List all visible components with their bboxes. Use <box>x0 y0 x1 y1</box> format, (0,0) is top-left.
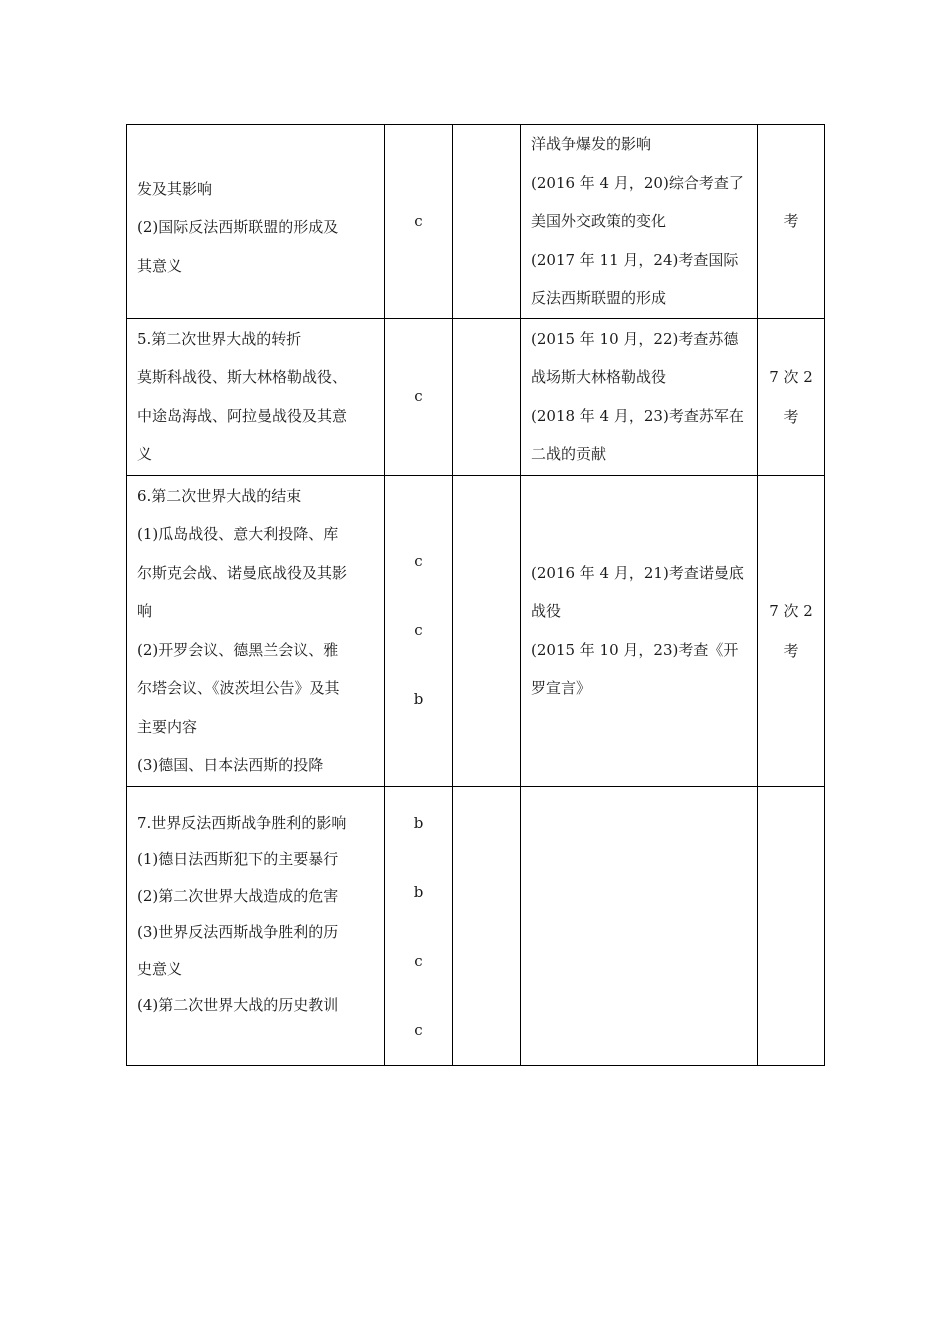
exam-line: (2015 年 10 月，23)考查《开 <box>531 640 739 659</box>
knowledge-line: 尔斯克会战、诺曼底战役及其影 <box>137 563 348 582</box>
knowledge-line: (4)第二次世界大战的历史教训 <box>137 996 339 1014</box>
requirement-level-cell <box>385 786 453 1065</box>
knowledge-line: (1)德日法西斯犯下的主要暴行 <box>137 850 339 868</box>
level-value: b <box>413 813 424 832</box>
knowledge-line: (3)世界反法西斯战争胜利的历 <box>137 923 339 941</box>
knowledge-line: 莫斯科战役、斯大林格勒战役、 <box>137 368 348 386</box>
table-row <box>127 786 825 1065</box>
knowledge-point-cell <box>127 318 385 475</box>
exam-line: 罗宣言》 <box>531 679 592 697</box>
exam-history-cell <box>521 125 758 319</box>
knowledge-line: (2)开罗会议、德黑兰会议、雅 <box>137 640 339 659</box>
knowledge-line: 主要内容 <box>137 717 198 736</box>
exam-line: (2015 年 10 月，22)考查苏德 <box>531 329 739 348</box>
exam-line: (2016 年 4 月，21)考查诺曼底 <box>531 563 744 582</box>
exam-history-cell <box>521 318 758 475</box>
exam-line: 战役 <box>531 602 562 620</box>
exam-count-cell <box>758 125 825 319</box>
exam-line: 二战的贡献 <box>531 445 607 463</box>
exam-count-cell <box>758 475 825 786</box>
table-row <box>127 318 825 475</box>
knowledge-line: (2)第二次世界大战造成的危害 <box>137 886 339 905</box>
knowledge-point-cell <box>127 475 385 786</box>
knowledge-line: 义 <box>137 445 153 463</box>
count-line: 考 <box>783 641 799 660</box>
level-value: b <box>413 690 424 708</box>
knowledge-point-cell <box>127 786 385 1065</box>
count-line: 7 次 2 <box>769 601 813 620</box>
knowledge-line: 7.世界反法西斯战争胜利的影响 <box>137 813 347 832</box>
table-row <box>127 475 825 786</box>
knowledge-line: 响 <box>137 602 153 620</box>
requirement-level-cell <box>385 125 453 319</box>
knowledge-line: 史意义 <box>137 959 183 978</box>
exam-line: (2017 年 11 月，24)考查国际 <box>531 250 739 269</box>
knowledge-line: 发及其影响 <box>137 179 213 198</box>
exam-line: 反法西斯联盟的形成 <box>531 289 667 307</box>
knowledge-line: (3)德国、日本法西斯的投降 <box>137 756 324 774</box>
count-line: 考 <box>783 212 799 231</box>
blank-cell <box>453 125 521 319</box>
count-line: 7 次 2 <box>769 367 813 386</box>
requirement-level-cell <box>385 318 453 475</box>
exam-history-cell <box>521 786 758 1065</box>
knowledge-line: (2)国际反法西斯联盟的形成及 <box>137 218 339 236</box>
exam-requirements-table <box>126 124 825 1066</box>
level-value: c <box>414 387 423 405</box>
knowledge-line: 5.第二次世界大战的转折 <box>137 329 302 348</box>
blank-cell <box>453 318 521 475</box>
table-row <box>127 125 825 319</box>
exam-line: (2018 年 4 月，23)考查苏军在 <box>531 406 744 425</box>
level-value: c <box>414 211 423 230</box>
level-value: c <box>414 951 423 970</box>
knowledge-line: 尔塔会议、《波茨坦公告》及其 <box>137 679 340 697</box>
knowledge-line: (1)瓜岛战役、意大利投降、库 <box>137 525 339 543</box>
requirement-level-cell <box>385 475 453 786</box>
knowledge-line: 6.第二次世界大战的结束 <box>137 486 302 505</box>
knowledge-line: 中途岛海战、阿拉曼战役及其意 <box>137 406 348 425</box>
knowledge-line: 其意义 <box>137 256 183 275</box>
exam-count-cell <box>758 318 825 475</box>
exam-count-cell <box>758 786 825 1065</box>
level-value: c <box>414 552 423 570</box>
blank-cell <box>453 475 521 786</box>
exam-history-cell <box>521 475 758 786</box>
exam-line: 战场斯大林格勒战役 <box>531 368 667 386</box>
blank-cell <box>453 786 521 1065</box>
exam-line: 洋战争爆发的影响 <box>531 135 652 153</box>
exam-line: (2016 年 4 月，20)综合考查了 <box>531 173 744 192</box>
level-value: b <box>413 882 424 901</box>
exam-line: 美国外交政策的变化 <box>531 212 667 230</box>
level-value: c <box>414 1020 423 1039</box>
knowledge-point-cell <box>127 125 385 319</box>
count-line: 考 <box>783 407 799 426</box>
level-value: c <box>414 621 423 639</box>
